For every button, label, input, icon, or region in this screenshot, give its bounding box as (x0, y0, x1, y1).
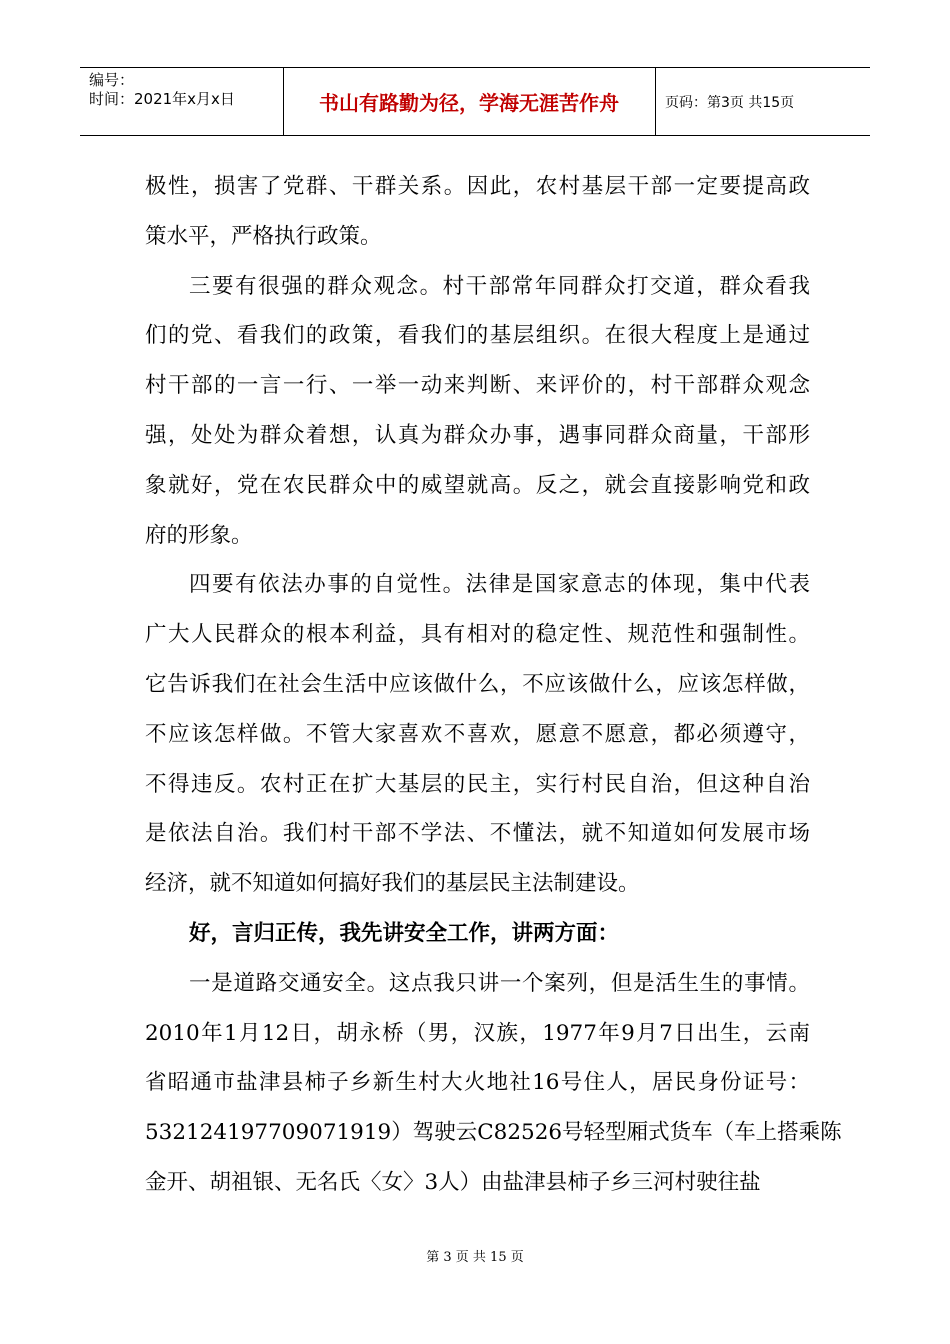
paragraph-line: 不应该怎样做。不管大家喜欢不喜欢，愿意不愿意，都必须遵守， (145, 721, 810, 747)
paragraph-line: 好，言归正传，我先讲安全工作，讲两方面： (189, 920, 620, 946)
paragraph-line: 是依法自治。我们村干部不学法、不懂法，就不知道如何发展市场 (145, 821, 810, 847)
paragraph-line: 强，处处为群众着想，认真为群众办事，遇事同群众商量，干部形 (145, 422, 810, 448)
paragraph-line: 省昭通市盐津县柿子乡新生村大火地社16号住人，居民身份证号： (145, 1070, 810, 1096)
paragraph-line: 不得违反。农村正在扩大基层的民主，实行村民自治，但这种自治 (145, 771, 810, 797)
paragraph (145, 909, 810, 959)
paragraph-line: 四要有依法办事的自觉性。法律是国家意志的体现，集中代表 (189, 572, 810, 598)
header-motto: 书山有路勤为径，学海无涯苦作舟 (319, 91, 619, 115)
paragraph-line: 一是道路交通安全。这点我只讲一个案列，但是活生生的事情。 (189, 970, 810, 996)
paragraph-line: 金开、胡祖银、无名氏〈女〉3人）由盐津县柿子乡三河村驶往盐 (145, 1169, 761, 1195)
paragraph (145, 162, 810, 262)
paragraph-line: 2010年1月12日，胡永桥（男，汉族，1977年9月7日出生，云南 (145, 1020, 810, 1046)
paragraph-line: 532124197709071919）驾驶云C82526号轻型厢式货车（车上搭乘陈 (145, 1120, 842, 1146)
paragraph (145, 959, 842, 1208)
paragraph-line: 村干部的一言一行、一举一动来判断、来评价的，村干部群众观念 (145, 373, 810, 399)
document-time-label: 时间：2021年x月x日 (89, 90, 235, 108)
paragraph-line: 广大人民群众的根本利益，具有相对的稳定性、规范性和强制性。 (145, 622, 810, 648)
paragraph-line: 它告诉我们在社会生活中应该做什么，不应该做什么，应该怎样做， (145, 671, 810, 697)
header-info-cell (80, 68, 284, 135)
paragraph-line: 们的党、看我们的政策，看我们的基层组织。在很大程度上是通过 (145, 323, 810, 349)
paragraph-line: 象就好，党在农民群众中的威望就高。反之，就会直接影响党和政 (145, 472, 810, 498)
paragraph-line: 极性，损害了党群、干群关系。因此，农村基层干部一定要提高政 (145, 174, 810, 199)
paragraph-line: 策水平，严格执行政策。 (145, 223, 382, 249)
header-page-cell (655, 68, 870, 135)
document-header (80, 67, 870, 136)
paragraph (145, 262, 810, 561)
paragraph (145, 560, 810, 909)
document-number-label: 编号： (89, 71, 135, 89)
header-page-code: 页码：第3页 共15页 (665, 94, 795, 111)
paragraph-line: 经济，就不知道如何搞好我们的基层民主法制建设。 (145, 871, 640, 897)
page-footer: 第 3 页 共 15 页 (426, 1250, 524, 1265)
header-motto-cell (283, 68, 656, 135)
document-body (145, 162, 842, 1208)
paragraph-line: 府的形象。 (145, 522, 253, 548)
paragraph-line: 三要有很强的群众观念。村干部常年同群众打交道，群众看我 (189, 273, 810, 299)
